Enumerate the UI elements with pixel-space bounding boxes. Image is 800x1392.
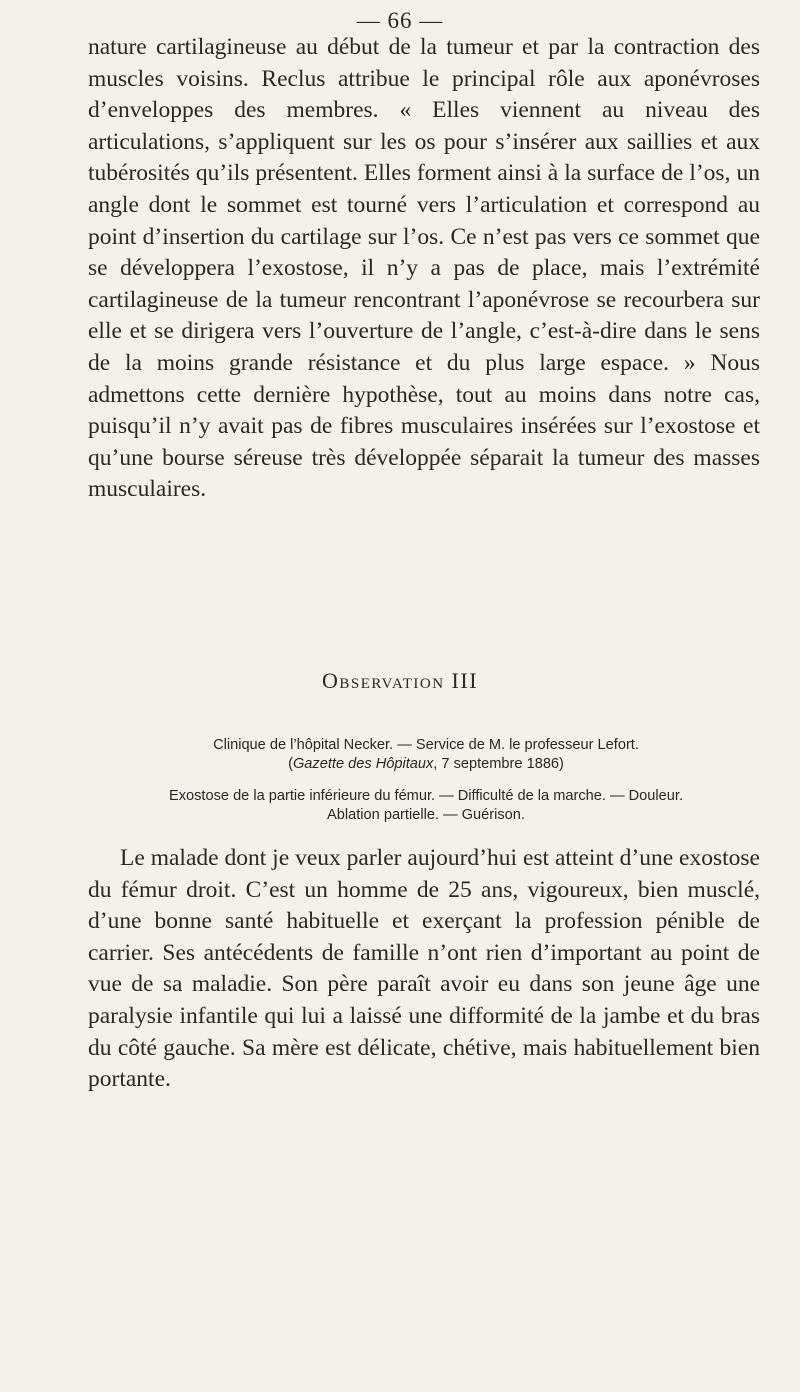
observation-clinic-block	[96, 736, 756, 774]
body-paragraph-2: Le malade dont je veux parler aujourd’hui est atteint d’une exostose du fémur droit. C’est un homme de 25 ans, vigoureux, bien musclé, d’une bonne santé habituelle et exerçant la profession pénible de carrier. Ses antécédents de famille n’ont rien d’important au point de vue de sa maladie. Son père paraît avoir eu dans son jeune âge une paralysie infantile qui lui a laissé une difformité de la jambe et du bras du côté gauche. Sa mère est délicate, chétive, mais habituellement bien portante.	[88, 845, 760, 1093]
observation-source-rest: , 7 septembre 1886)	[433, 756, 564, 772]
observation-source	[96, 755, 756, 774]
observation-clinic: Clinique de l’hôpital Necker. — Service de M. le professeur Lefort.	[213, 737, 639, 753]
observation-summary	[96, 787, 756, 825]
observation-source-journal: Gazette des Hôpitaux	[292, 756, 434, 772]
page-number: — 66 —	[356, 8, 444, 33]
observation-summary-line-1: Exostose de la partie inférieure du fémur. — Difficulté de la marche. — Douleur.	[168, 788, 683, 804]
observation-title: Observation III	[321, 668, 479, 693]
observation-summary-line-2: Ablation partielle. — Guérison.	[327, 807, 525, 823]
observation-source-prefix: (	[288, 756, 293, 772]
body-paragraph-1: nature cartilagineuse au début de la tumeur et par la contraction des muscles voisins. Reclus attribue le principal rôle aux aponévroses d’enveloppes des membres. « Elles viennent au niveau des articulations, s’appliquent sur les os pour s’insérer aux saillies et aux tubérosités qu’ils présentent. Elles forment ainsi à la surface de l’os, un angle dont le sommet est tourné vers l’articulation et correspond au point d’insertion du cartilage sur l’os. Ce n’est pas vers ce sommet que se développera l’exostose, il n’y a pas de place, mais l’extrémité cartilagineuse de la tumeur rencontrant l’aponévrose se recourbera sur elle et se dirigera vers l’ouverture de l’angle, c’est-à-dire dans le sens de la moins grande résistance et du plus large espace. » Nous admettons cette dernière hypothèse, tout au moins dans notre cas, puisqu’il n’y avait pas de fibres musculaires insérées sur l’exostose et qu’une bourse séreuse très développée séparait la tumeur des masses musculaires.	[88, 34, 760, 503]
